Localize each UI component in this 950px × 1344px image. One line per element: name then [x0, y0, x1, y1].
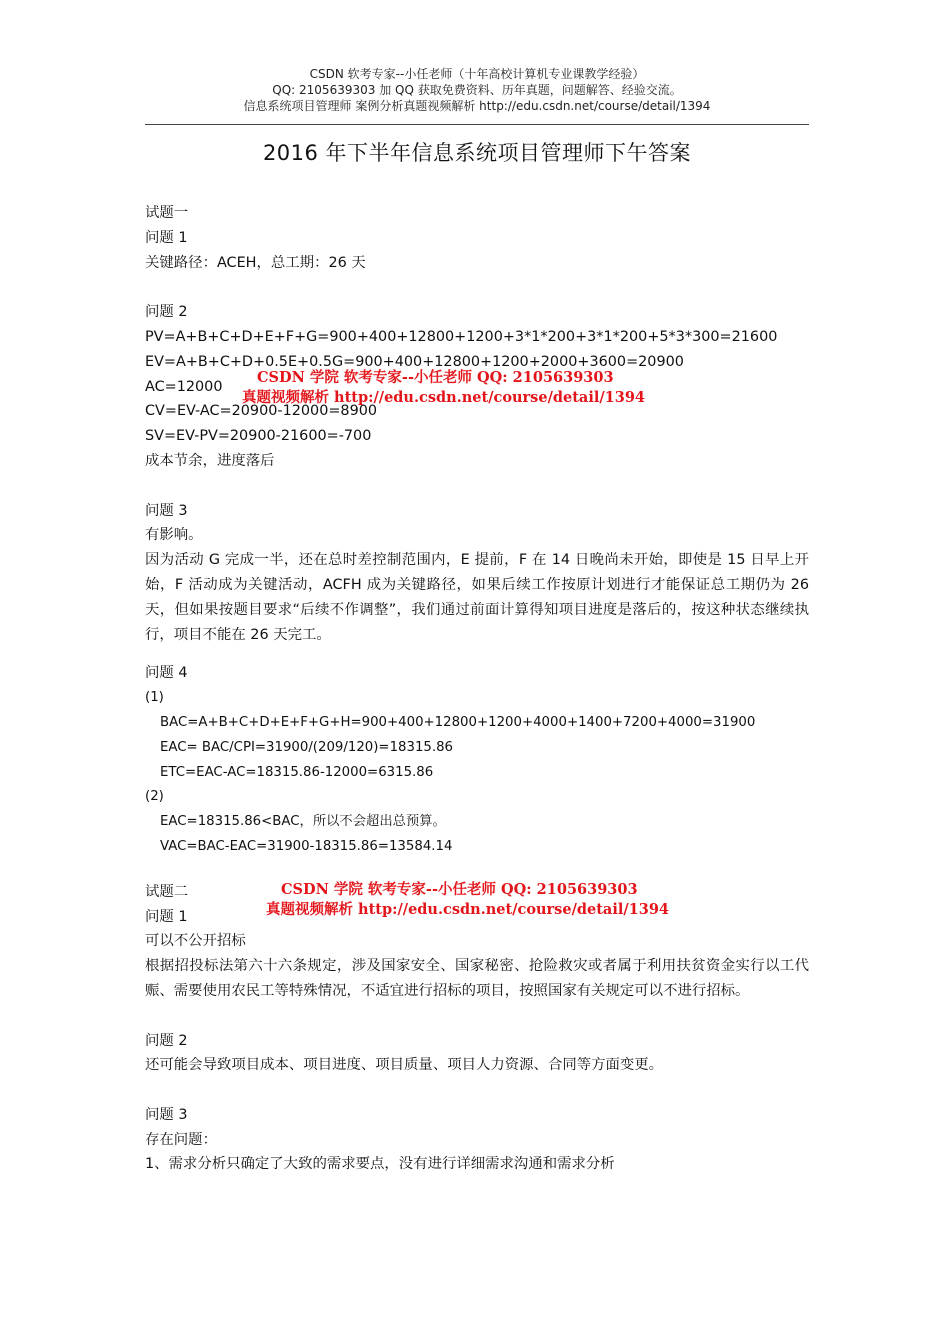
page-header [145, 66, 809, 114]
watermark-2 [266, 880, 669, 920]
question-label: 问题 1 [145, 229, 188, 246]
answer-text: 存在问题： [145, 1131, 217, 1148]
header-line-3: 信息系统项目管理师 案例分析真题视频解析 http://edu.csdn.net/course/detail/1394 [243, 99, 711, 113]
watermark-line-1: CSDN 学院 软考专家--小任老师 QQ: 2105639303 [257, 369, 614, 386]
question-label: 问题 4 [145, 665, 188, 682]
section-heading-1: 试题一 [145, 205, 189, 221]
sub-question-label: (1) [145, 690, 164, 706]
answer-text: 关键路径：ACEH，总工期：26 天 [145, 254, 366, 271]
question-label: 问题 3 [145, 1106, 188, 1123]
header-divider [145, 124, 809, 125]
formula-line: ETC=EAC-AC=18315.86-12000=6315.86 [160, 764, 434, 780]
answer-paragraph: 根据招投标法第六十六条规定，涉及国家安全、国家秘密、抢险救灾或者属于利用扶贫资金实行以工代赈、需要使用农民工等特殊情况，不适宜进行招标的项目，按照国家有关规定可以不进行招标。 [145, 958, 809, 999]
watermark-line-1: CSDN 学院 软考专家--小任老师 QQ: 2105639303 [281, 881, 638, 898]
watermark-1 [242, 368, 645, 408]
question-label: 问题 2 [145, 1032, 188, 1049]
sub-question-label: (2) [145, 789, 164, 805]
answer-text: 有影响。 [145, 527, 203, 544]
watermark-line-2: 真题视频解析 http://edu.csdn.net/course/detail/1394 [242, 389, 645, 406]
formula-line: CV=EV-AC=20900-12000=8900 [145, 403, 378, 420]
formula-line: VAC=BAC-EAC=31900-18315.86=13584.14 [160, 838, 453, 854]
formula-line: EV=A+B+C+D+0.5E+0.5G=900+400+12800+1200+2000+3600=20900 [145, 353, 684, 370]
header-line-2: QQ: 2105639303 加 QQ 获取免费资料、历年真题，问题解答、经验交流。 [272, 83, 682, 97]
document-body [145, 201, 809, 1177]
answer-paragraph: 因为活动 G 完成一半，还在总时差控制范围内，E 提前，F 在 14 日晚尚未开始，即使是 15 日早上开始，F 活动成为关键活动，ACFH 成为关键路径，如果后续工作按原计划进行才能保证总工期仍为 26 天，但如果按题目要求“后续不作调整”，我们通过前面计算得知项目进度是落后的，按这种状态继续执行，项目不能在 26 天完工。 [145, 552, 809, 643]
answer-text: 还可能会导致项目成本、项目进度、项目质量、项目人力资源、合同等方面变更。 [145, 1057, 664, 1074]
formula-line: BAC=A+B+C+D+E+F+G+H=900+400+12800+1200+4000+1400+7200+4000=31900 [160, 714, 756, 730]
question-label: 问题 3 [145, 502, 188, 519]
formula-line: SV=EV-PV=20900-21600=-700 [145, 428, 372, 445]
page-title: 2016 年下半年信息系统项目管理师下午答案 [262, 141, 692, 165]
section-heading-2: 试题二 [145, 883, 189, 900]
formula-line: EAC= BAC/CPI=31900/(209/120)=18315.86 [160, 739, 454, 755]
formula-line: AC=12000 [145, 378, 223, 395]
header-line-1: CSDN 软考专家--小任老师（十年高校计算机专业课教学经验） [309, 67, 645, 81]
answer-text: 成本节余，进度落后 [145, 452, 275, 469]
formula-line: EAC=18315.86<BAC，所以不会超出总预算。 [160, 814, 446, 830]
question-label: 问题 2 [145, 304, 188, 321]
watermark-line-2: 真题视频解析 http://edu.csdn.net/course/detail/1394 [266, 901, 669, 918]
formula-line: PV=A+B+C+D+E+F+G=900+400+12800+1200+3*1*200+3*1*200+5*3*300=21600 [145, 328, 778, 345]
question-label: 问题 1 [145, 908, 188, 925]
answer-text: 1、需求分析只确定了大致的需求要点，没有进行详细需求沟通和需求分析 [145, 1156, 615, 1173]
answer-text: 可以不公开招标 [145, 933, 246, 950]
